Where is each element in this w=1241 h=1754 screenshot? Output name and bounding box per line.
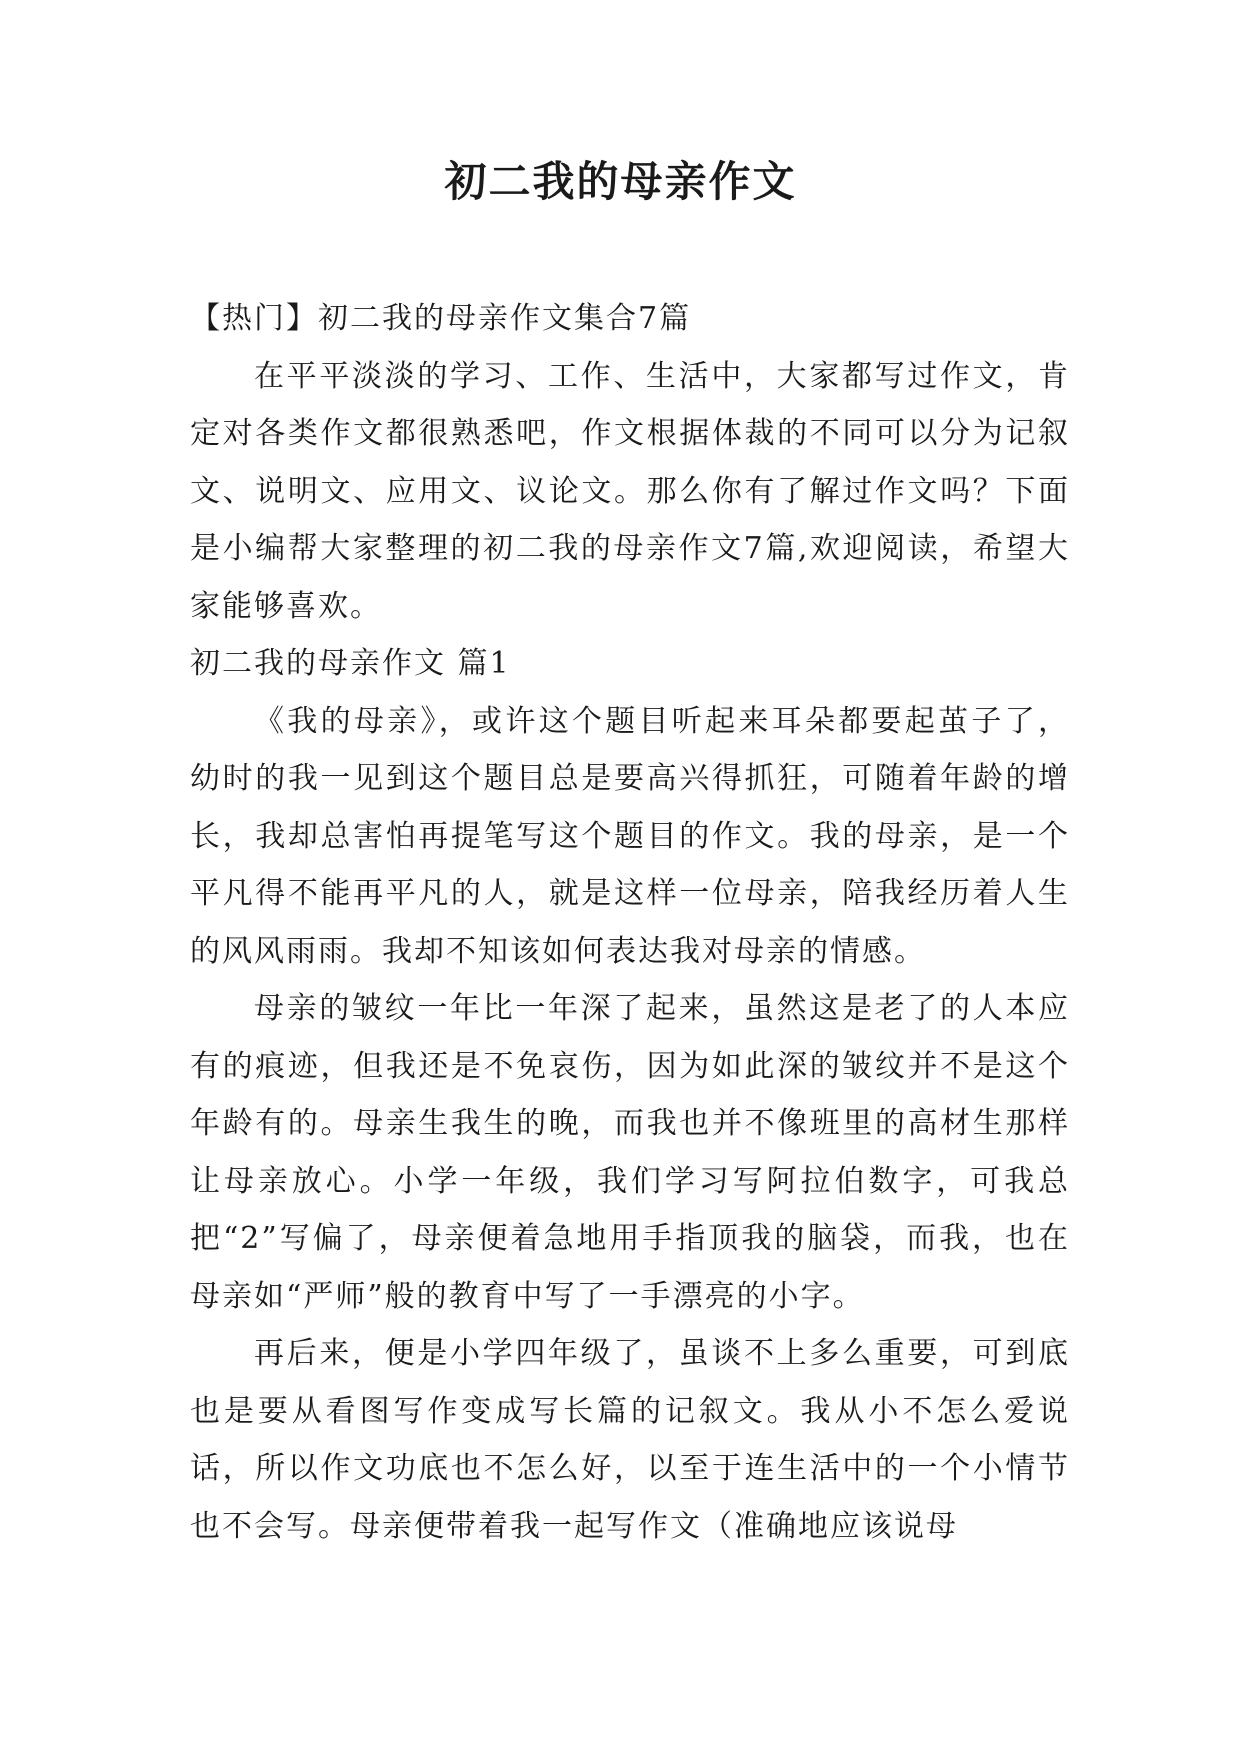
document-title: 初二我的母亲作文 [444, 157, 797, 206]
body-paragraph: 母亲的皱纹一年比一年深了起来，虽然这是老了的人本应有的痕迹，但我还是不免哀伤，因为如此深的皱纹并不是这个年龄有的。母亲生我生的晚，而我也并不像班里的高材生那样让母亲放心。小学一年级，我们学习写阿拉伯数字，可我总把“2”写偏了，母亲便着急地用手指顶我的脑袋，而我，也在母亲如“严师”般的教育中写了一手漂亮的小字。 [190, 991, 1070, 1314]
section-heading: 初二我的母亲作文 篇1 [190, 646, 511, 681]
document-subtitle: 【热门】初二我的母亲作文集合7篇 [190, 301, 692, 336]
body-paragraph: 再后来，便是小学四年级了，虽谈不上多么重要，可到底也是要从看图写作变成写长篇的记叙文。我从小不怎么爱说话，所以作文功底也不怎么好，以至于连生活中的一个小情节也不会写。母亲便带着我一起写作文（准确地应该说母 [190, 1336, 1070, 1544]
document-body [190, 290, 1070, 1555]
intro-paragraph: 在平平淡淡的学习、工作、生活中，大家都写过作文，肯定对各类作文都很熟悉吧，作文根据体裁的不同可以分为记叙文、说明文、应用文、议论文。那么你有了解过作文吗？下面是小编帮大家整理的初二我的母亲作文7篇,欢迎阅读，希望大家能够喜欢。 [190, 358, 1070, 624]
body-paragraph: 《我的母亲》，或许这个题目听起来耳朵都要起茧子了，幼时的我一见到这个题目总是要高兴得抓狂，可随着年龄的增长，我却总害怕再提笔写这个题目的作文。我的母亲，是一个平凡得不能再平凡的人，就是这样一位母亲，陪我经历着人生的风风雨雨。我却不知该如何表达我对母亲的情感。 [190, 703, 1070, 969]
